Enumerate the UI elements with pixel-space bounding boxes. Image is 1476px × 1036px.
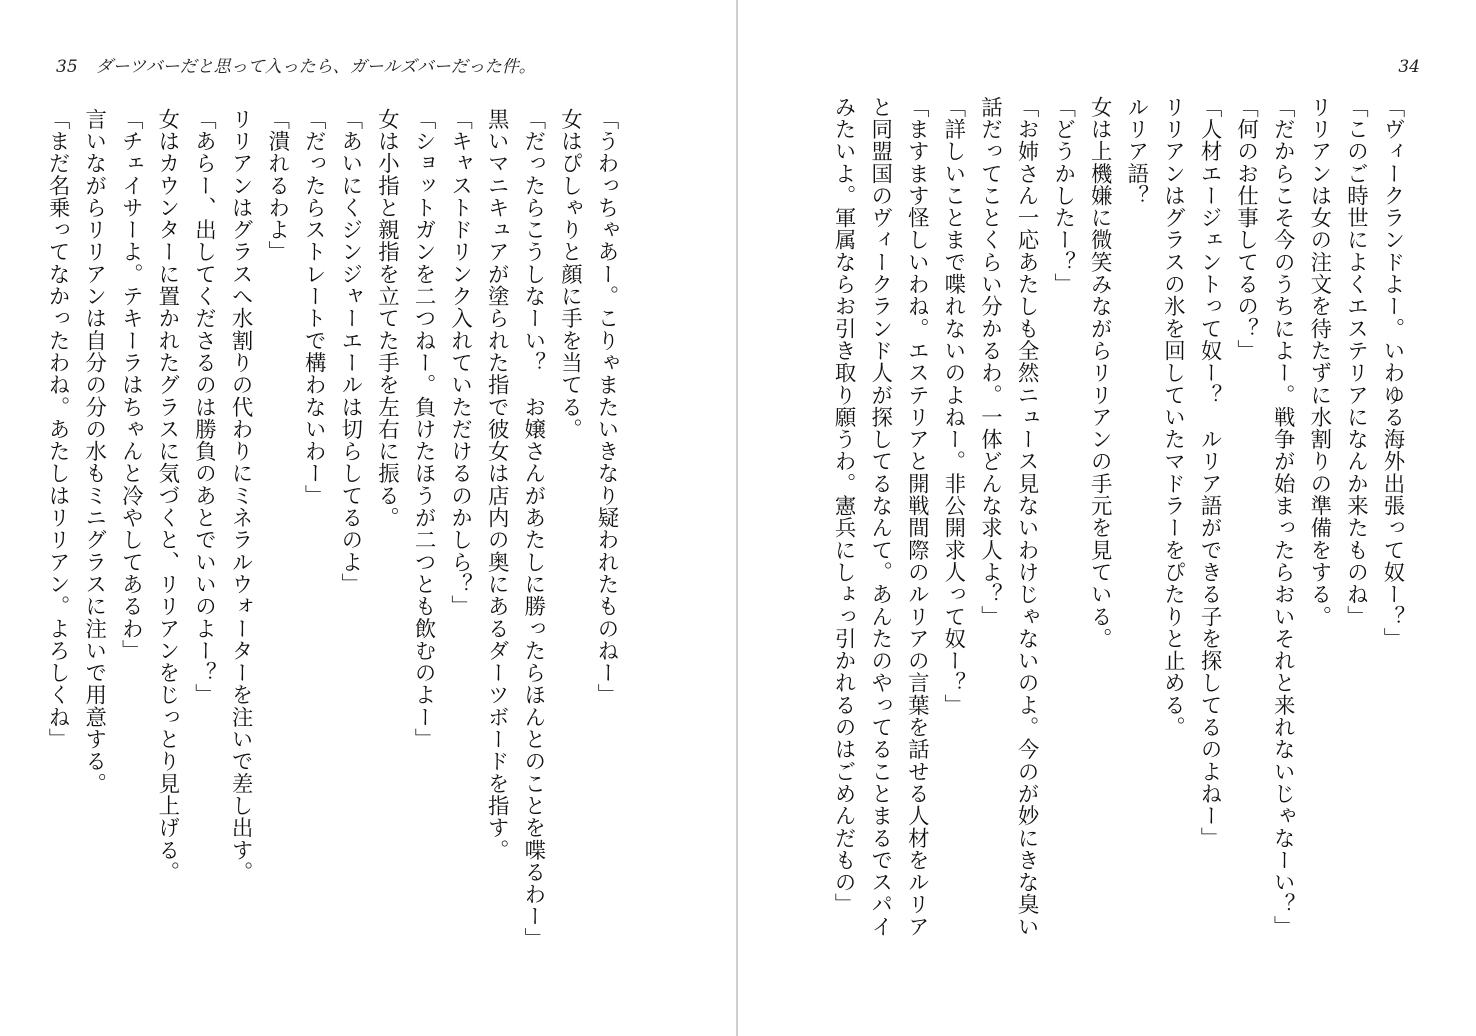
text-line: 話だってことくらい分かるわ。一体どんな求人よ？」 [977, 96, 1003, 628]
text-line: 「だったらこうしなーい？ お嬢さんがあたしに勝ったらほんとのことを喋るわー」 [520, 108, 546, 950]
body-text-left [39, 108, 625, 988]
page-number-left: 35 [56, 57, 78, 77]
text-line: 「あらー、出してくださるのは勝負のあとでいいのよー？」 [191, 108, 217, 707]
text-line: 「だからこそ今のうちによー。戦争が始まったらおいそれと来れないじゃなーい？」 [1270, 96, 1296, 938]
text-line: 「ヴィークランドよー。いわゆる海外出張って奴ー？」 [1380, 96, 1405, 650]
text-line: 「人材エージェントって奴ー？ ルリア語ができる子を探してるのよねー」 [1197, 96, 1223, 850]
text-line: ルリア語？ [1123, 96, 1149, 207]
text-line: 「うわっちゃあー。こりゃまたいきなり疑われたものねー」 [594, 108, 619, 707]
text-line: 女は上機嫌に微笑みながらリリアンの手元を見ている。 [1087, 96, 1113, 650]
text-line: 「キャストドリンク入れていただけるのかしら？」 [447, 108, 473, 618]
text-line: と同盟国のヴィークランド人が探してるなんて。あんたのやってることまるでスパイ [867, 96, 893, 938]
text-line: リリアンはグラスの氷を回していたマドラーをぴたりと止める。 [1160, 96, 1186, 739]
text-line: 「まだ名乗ってなかったわね。あたしはリリアン。よろしくね」 [45, 108, 71, 751]
text-line: リリアンはグラスへ水割りの代わりにミネラルウォーターを注いで差し出す。 [228, 108, 254, 884]
text-line: 言いながらリリアンは自分の分の水もミニグラスに注いで用意する。 [81, 108, 107, 795]
text-line: 「ますます怪しいわね。エステリアと開戦間際のルリアの言葉を話せる人材をルリア [904, 96, 930, 938]
text-line: 「ショットガンを二つねー。負けたほうが二つとも飲むのよー」 [411, 108, 437, 751]
right-page [738, 0, 1476, 1036]
text-line: 女はぴしゃりと顔に手を当てる。 [557, 108, 583, 441]
body-text-right [825, 96, 1411, 986]
text-line: 「このご時世によくエステリアになんか来たものね」 [1343, 96, 1369, 628]
running-title: ダーツバーだと思って入ったら、ガールズバーだった件。 [95, 57, 536, 77]
text-line: 「潰れるわよ」 [264, 108, 290, 264]
text-line: みたいよ。軍属ならお引き取り願うわ。憲兵にしょっ引かれるのはごめんだもの」 [831, 96, 857, 916]
text-line: 「だったらストレートで構わないわー」 [301, 108, 327, 507]
text-line: 「チェイサーよ。テキーラはちゃんと冷やしてあるわ」 [118, 108, 144, 662]
left-page [0, 0, 736, 1036]
text-line: 「お姉さん一応あたしも全然ニュース見ないわけじゃないのよ。今のが妙にきな臭い [1014, 96, 1040, 938]
text-line: 「どうかしたー？」 [1050, 96, 1076, 296]
text-line: 黒いマニキュアが塗られた指で彼女は店内の奥にあるダーツボードを指す。 [484, 108, 510, 862]
page-number-right: 34 [1398, 57, 1420, 77]
running-header [56, 56, 536, 78]
text-line: 「詳しいことまで喋れないのよねー。非公開求人って奴ー？」 [940, 96, 966, 717]
text-line: 「何のお仕事してるの？」 [1233, 96, 1259, 362]
text-line: リリアンは女の注文を待たずに水割りの準備をする。 [1306, 96, 1332, 628]
text-line: 女は小指と親指を立てた手を左右に振る。 [374, 108, 400, 529]
text-line: 女はカウンターに置かれたグラスに気づくと、リリアンをじっとり見上げる。 [154, 108, 180, 884]
text-line: 「あいにくジンジャーエールは切らしてるのよ」 [337, 108, 363, 596]
